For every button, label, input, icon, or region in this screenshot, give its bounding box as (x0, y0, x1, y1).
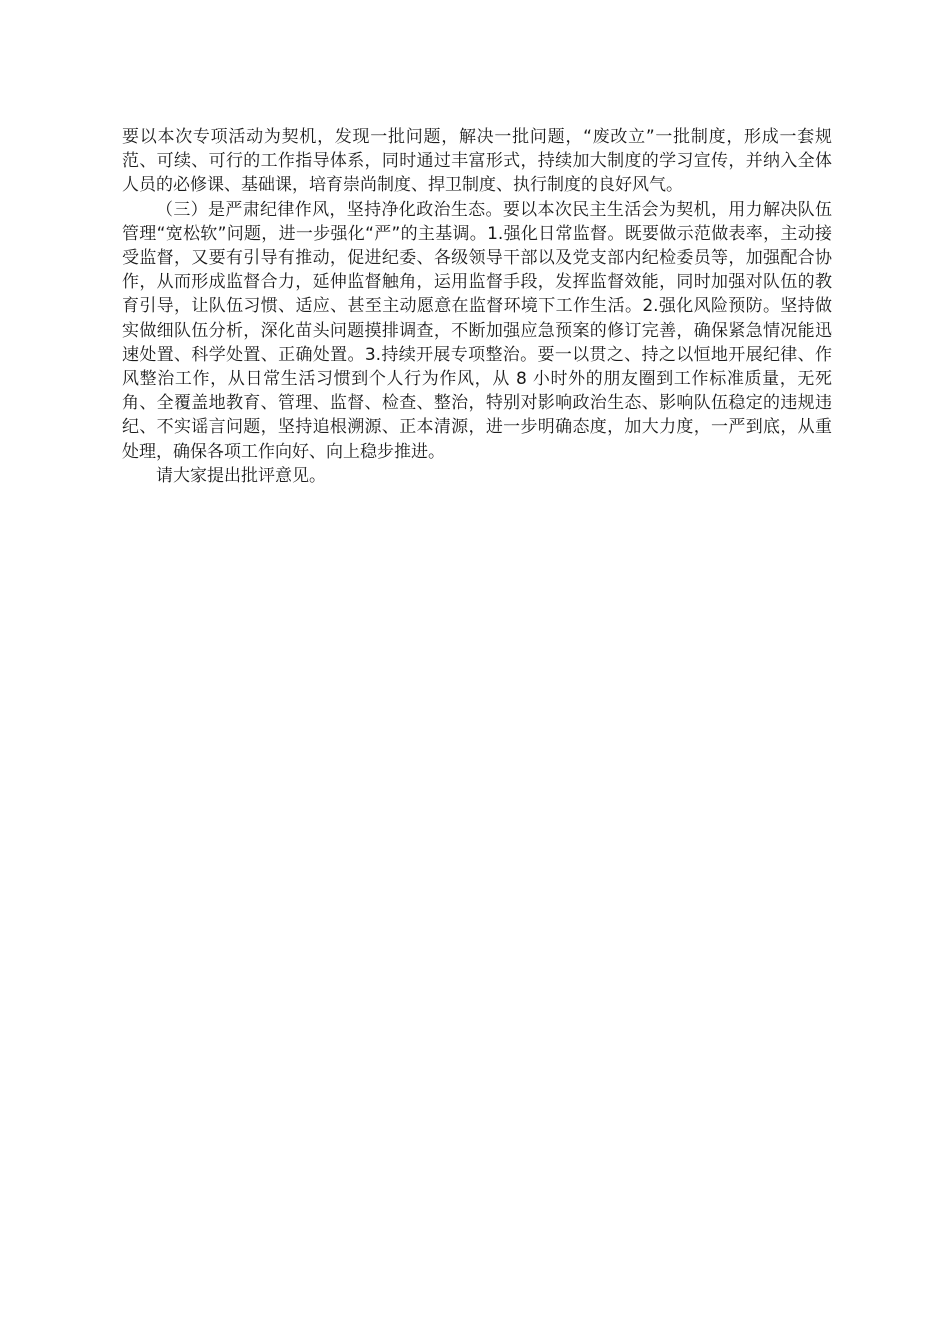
paragraph-continuation: 要以本次专项活动为契机，发现一批问题，解决一批问题，“废改立”一批制度，形成一套规范、可续、可行的工作指导体系，同时通过丰富形式，持续加大制度的学习宣传，并纳入全体人员的必修课、基础课，培育崇尚制度、捍卫制度、执行制度的良好风气。 (122, 127, 832, 196)
paragraph-discipline-style: （三）是严肃纪律作风，坚持净化政治生态。要以本次民主生活会为契机，用力解决队伍管理“宽松软”问题，进一步强化“严”的主基调。1.强化日常监督。既要做示范做表率，主动接受监督，又要有引导有推动，促进纪委、各级领导干部以及党支部内纪检委员等，加强配合协作，从而形成监督合力，延伸监督触角，运用监督手段，发挥监督效能，同时加强对队伍的教育引导，让队伍习惯、适应、甚至主动愿意在监督环境下工作生活。2.强化风险预防。坚持做实做细队伍分析，深化苗头问题摸排调查，不断加强应急预案的修订完善，确保紧急情况能迅速处置、科学处置、正确处置。3.持续开展专项整治。要一以贯之、持之以恒地开展纪律、作风整治工作，从日常生活习惯到个人行为作风，从 8 小时外的朋友圈到工作标准质量，无死角、全覆盖地教育、管理、监督、检查、整治，特别对影响政治生态、影响队伍稳定的违规违纪、不实谣言问题，坚持追根溯源、正本清源，进一步明确态度，加大力度，一严到底，从重处理，确保各项工作向好、向上稳步推进。 (122, 199, 832, 462)
document-body (122, 125, 832, 488)
paragraph-closing: 请大家提出批评意见。 (156, 465, 326, 486)
